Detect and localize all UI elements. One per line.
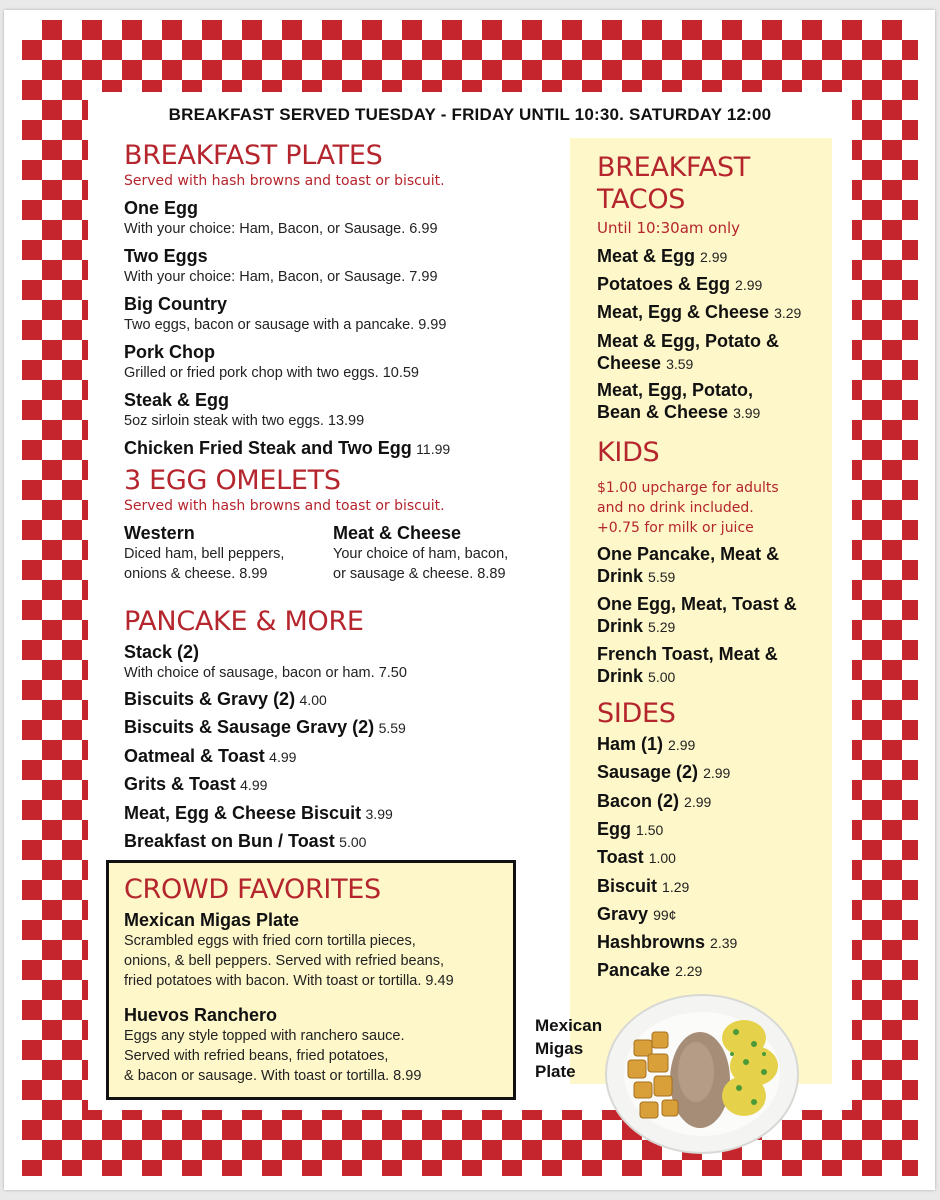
menu-item [124, 198, 438, 239]
menu-item [124, 831, 366, 852]
item-desc: fried potatoes with bacon. With toast or tortilla. 9.49 [124, 973, 454, 989]
menu-item [124, 246, 438, 287]
migas-plate-photo [604, 992, 800, 1154]
menu-item [124, 1005, 421, 1086]
item-price: 99¢ [653, 907, 677, 923]
item-name: Big Country [124, 294, 227, 314]
item-price: 1.29 [662, 879, 690, 895]
item-name: Mexican Migas Plate [124, 910, 300, 930]
item-name-cont: Drink [597, 616, 644, 636]
sides-heading: SIDES [597, 698, 676, 729]
item-name: Breakfast on Bun / Toast [124, 831, 335, 851]
item-price: 2.29 [675, 963, 703, 979]
menu-item [124, 746, 296, 767]
kids-note-line: $1.00 upcharge for adults [597, 480, 779, 496]
item-price: 1.50 [636, 822, 664, 838]
item-name: Potatoes & Egg [597, 274, 731, 294]
item-desc: Diced ham, bell peppers, [124, 546, 285, 562]
hours-banner: BREAKFAST SERVED TUESDAY - FRIDAY UNTIL 10:30. SATURDAY 12:00 [168, 105, 772, 124]
menu-item [124, 523, 284, 584]
item-desc: Eggs any style topped with ranchero sauce. [124, 1028, 405, 1044]
item-name-cont: Drink [597, 666, 644, 686]
menu-item [333, 523, 508, 584]
menu-item [124, 774, 267, 795]
taco-item [597, 245, 727, 268]
side-item [597, 875, 689, 898]
item-name: Meat & Egg [597, 246, 696, 266]
caption-line: Plate [535, 1062, 576, 1081]
breakfast-plates-subtitle: Served with hash browns and toast or biscuit. [124, 173, 445, 189]
item-price: 5.00 [339, 834, 367, 850]
item-desc: Two eggs, bacon or sausage with a pancake. 9.99 [124, 317, 447, 333]
tacos-heading-line2: TACOS [597, 184, 686, 215]
tacos-subtitle: Until 10:30am only [597, 219, 740, 237]
side-item [597, 733, 695, 756]
taco-item [597, 379, 760, 424]
item-name: Biscuits & Gravy (2) [124, 689, 296, 709]
item-price: 3.99 [365, 806, 393, 822]
taco-item [597, 273, 762, 296]
item-name: Biscuits & Sausage Gravy (2) [124, 717, 375, 737]
item-name: Gravy [597, 904, 649, 924]
item-name: Ham (1) [597, 734, 664, 754]
item-price: 5.59 [648, 569, 676, 585]
side-item [597, 903, 676, 926]
breakfast-plates-heading: BREAKFAST PLATES [124, 140, 383, 171]
item-price: 3.59 [666, 356, 694, 372]
item-desc: or sausage & cheese. 8.89 [333, 566, 506, 582]
item-price: 3.29 [774, 305, 802, 321]
item-price: 4.99 [269, 749, 297, 765]
item-desc: With your choice: Ham, Bacon, or Sausage. 6.99 [124, 221, 438, 237]
item-name: Bacon (2) [597, 791, 680, 811]
item-name: Meat, Egg & Cheese [597, 302, 770, 322]
side-item [597, 790, 711, 813]
menu-item [124, 294, 446, 335]
caption-line: Mexican [535, 1016, 603, 1035]
item-price: 1.00 [648, 850, 676, 866]
item-desc: onions & cheese. 8.99 [124, 566, 268, 582]
caption-line: Migas [535, 1039, 584, 1058]
item-name: Sausage (2) [597, 762, 699, 782]
item-desc: Your choice of ham, bacon, [333, 546, 509, 562]
item-price: 2.99 [668, 737, 696, 753]
item-desc: Grilled or fried pork chop with two eggs. 10.59 [124, 365, 419, 381]
item-price: 5.59 [378, 720, 406, 736]
item-name: One Egg, Meat, Toast & [597, 594, 797, 614]
menu-item [124, 342, 419, 383]
side-item [597, 761, 730, 784]
item-desc: With your choice: Ham, Bacon, or Sausage. 7.99 [124, 269, 438, 285]
menu-item [124, 803, 393, 824]
item-name: Steak & Egg [124, 390, 230, 410]
item-name: Chicken Fried Steak and Two Egg [124, 438, 412, 458]
item-name: Oatmeal & Toast [124, 746, 265, 766]
item-name: Huevos Ranchero [124, 1005, 278, 1025]
omelets-subtitle: Served with hash browns and toast or biscuit. [124, 498, 445, 514]
item-name: Two Eggs [124, 246, 208, 266]
kids-note-line: and no drink included. [597, 500, 754, 516]
side-item [597, 818, 663, 841]
item-name: Stack (2) [124, 642, 200, 662]
tacos-heading-line1: BREAKFAST [597, 152, 750, 183]
item-desc: With choice of sausage, bacon or ham. 7.50 [124, 665, 407, 681]
item-name-cont: Bean & Cheese [597, 402, 729, 422]
item-desc: & bacon or sausage. With toast or tortilla. 8.99 [124, 1068, 422, 1084]
item-name: Meat & Cheese [333, 523, 462, 543]
item-name-cont: Drink [597, 566, 644, 586]
item-name: Pork Chop [124, 342, 216, 362]
taco-item [597, 301, 801, 324]
item-name: Grits & Toast [124, 774, 236, 794]
item-price: 2.99 [700, 249, 728, 265]
crowd-favorites-heading: CROWD FAVORITES [124, 874, 381, 905]
item-name: Meat, Egg & Cheese Biscuit [124, 803, 362, 823]
item-price: 2.99 [684, 794, 712, 810]
item-price: 4.00 [299, 692, 327, 708]
side-item [597, 931, 737, 954]
item-name: Egg [597, 819, 631, 839]
kids-item [597, 543, 779, 588]
item-price: 5.00 [648, 669, 676, 685]
menu-item [124, 438, 450, 459]
omelets-heading: 3 EGG OMELETS [124, 465, 341, 496]
item-name: Biscuit [597, 876, 658, 896]
item-name: One Pancake, Meat & [597, 544, 780, 564]
item-name: Toast [597, 847, 644, 867]
item-desc: Scrambled eggs with fried corn tortilla pieces, [124, 933, 416, 949]
pancake-heading: PANCAKE & MORE [124, 606, 364, 637]
item-name: Hashbrowns [597, 932, 706, 952]
menu-item [124, 642, 407, 683]
kids-item [597, 643, 778, 688]
kids-note [597, 478, 779, 538]
item-price: 11.99 [416, 441, 451, 457]
item-price: 3.99 [733, 405, 761, 421]
item-desc: 5oz sirloin steak with two eggs. 13.99 [124, 413, 365, 429]
kids-item [597, 593, 797, 638]
item-desc: Served with refried beans, fried potatoes, [124, 1048, 389, 1064]
photo-caption [535, 1014, 602, 1083]
item-name: One Egg [124, 198, 199, 218]
item-name: French Toast, Meat & [597, 644, 778, 664]
item-name: Meat, Egg, Potato, [597, 380, 754, 400]
item-price: 2.99 [703, 765, 731, 781]
menu-item [124, 689, 327, 710]
item-name-cont: Cheese [597, 353, 662, 373]
menu-item [124, 717, 406, 738]
item-name: Western [124, 523, 195, 543]
item-desc: onions, & bell peppers. Served with refried beans, [124, 953, 444, 969]
item-name: Meat & Egg, Potato & [597, 331, 780, 351]
item-price: 2.99 [735, 277, 763, 293]
kids-note-line: +0.75 for milk or juice [597, 520, 754, 536]
side-item [597, 846, 676, 869]
item-price: 4.99 [240, 777, 268, 793]
menu-item [124, 390, 364, 431]
menu-item [124, 910, 454, 991]
kids-heading: KIDS [597, 437, 660, 468]
item-price: 5.29 [648, 619, 676, 635]
side-item [597, 959, 702, 982]
item-price: 2.39 [710, 935, 738, 951]
taco-item [597, 330, 779, 375]
item-name: Pancake [597, 960, 671, 980]
